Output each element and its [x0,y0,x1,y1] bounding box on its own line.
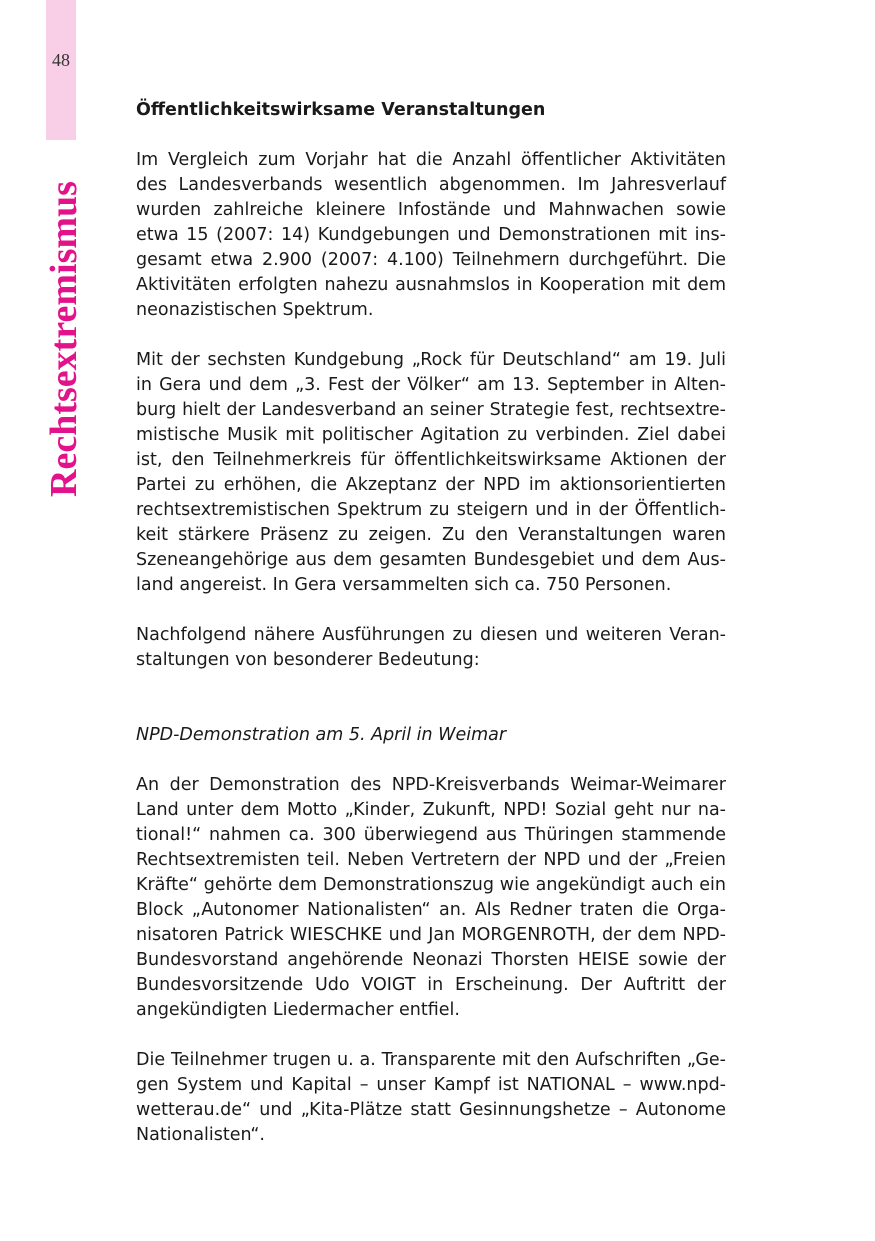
subsection-heading: NPD-Demonstration am 5. April in Weimar [136,725,507,745]
page-number: 48 [52,50,70,70]
section-label-text: Rechtsextremismus [43,181,85,497]
paragraph: Nachfolgend nähere Ausführungen zu diesen und weiteren Veranstaltungen von besonderer Bedeutung: [136,625,726,670]
paragraph: An der Demonstration des NPD-Kreisverbands Weimar-Weimarer Land unter dem Motto „Kinder, Zukunft, NPD! Sozial geht nur national!“ nahmen ca. 300 überwiegend aus Thüringen stammende Rechtsextremisten teil. Neben Vertretern der NPD und der „Freien Kräfte“ gehörte dem Demonstrationszug wie angekündigt auch ein Block „Autonomer Nationalisten“ an. Als Redner traten die Organisatoren Patrick WIESCHKE und Jan MORGENROTH, der dem NPD-Bundesvorstand angehörende Neonazi Thorsten HEISE sowie der Bundesvorsitzende Udo VOIGT in Erscheinung. Der Auftritt der angekündigten Liedermacher entfiel. [136,775,726,1020]
paragraph: Die Teilnehmer trugen u. a. Transparente mit den Aufschriften „Gegen System und Kapital – unser Kampf ist NATIONAL – www.npd-wetterau.de“ und „Kita-Plätze statt Gesinnungshetze – Autonome Nationalisten“. [136,1050,726,1145]
section-label [43,180,85,498]
paragraph: Mit der sechsten Kundgebung „Rock für Deutschland“ am 19. Juli in Gera und dem „3. Fest der Völker“ am 13. September in Altenburg hielt der Landesverband an seiner Strategie fest, rechtsextremistische Musik mit politischer Agitation zu verbinden. Ziel dabei ist, den Teilnehmerkreis für öffentlichkeitswirksame Aktionen der Partei zu erhöhen, die Akzeptanz der NPD im aktionsorientierten rechtsextremistischen Spektrum zu steigern und in der Öffentlichkeit stärkere Präsenz zu zeigen. Zu den Veranstaltungen waren Szeneangehörige aus dem gesamten Bundesgebiet und dem Ausland angereist. In Gera versammelten sich ca. 750 Personen. [136,350,726,595]
section-heading: Öffentlichkeitswirksame Veranstaltungen [136,100,546,120]
paragraph: Im Vergleich zum Vorjahr hat die Anzahl öffentlicher Aktivitäten des Landesverbands wesentlich abgenommen. Im Jahresverlauf wurden zahlreiche kleinere Infostände und Mahnwachen sowie etwa 15 (2007: 14) Kundgebungen und Demonstrationen mit insgesamt etwa 2.900 (2007: 4.100) Teilnehmern durchgeführt. Die Aktivitäten erfolgten nahezu ausnahmslos in Kooperation mit dem neonazistischen Spektrum. [136,150,726,320]
page-content [136,98,726,1173]
spacer [136,698,726,723]
